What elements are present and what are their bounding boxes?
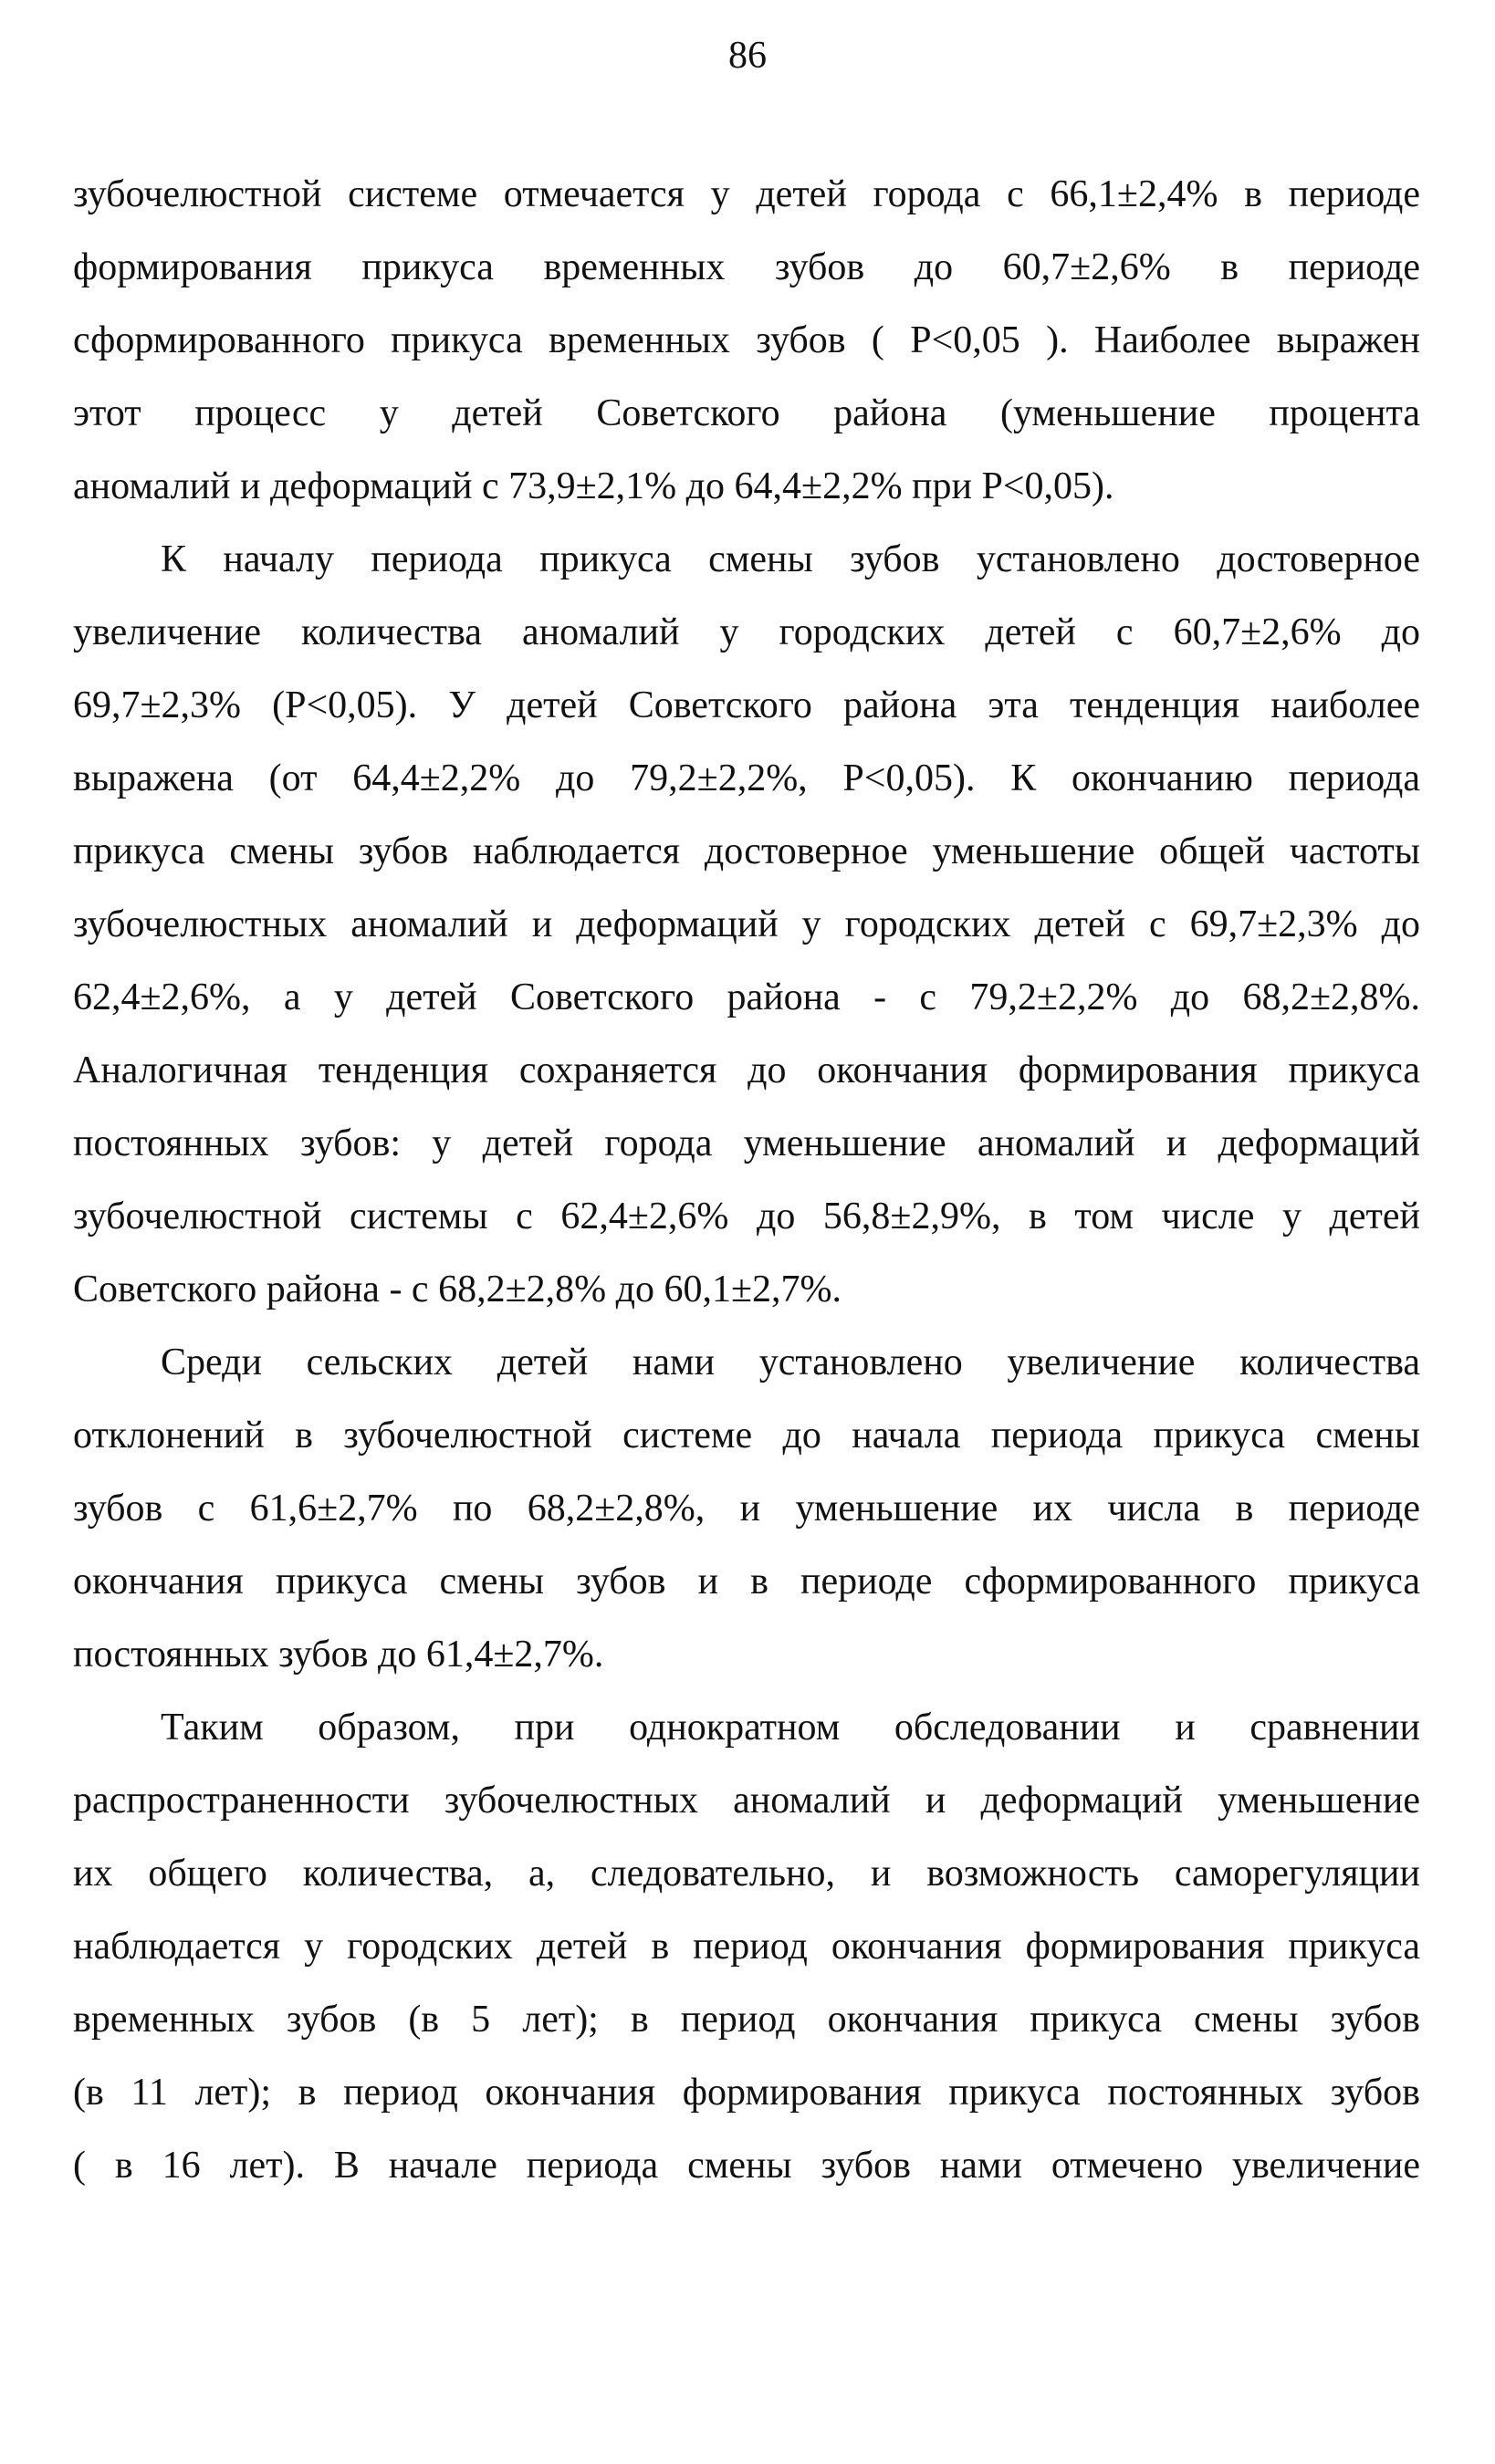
text-line: отклонений в зубочелюстной системе до начала периода прикуса смены [73, 1415, 1420, 1456]
text-line: их общего количества, а, следовательно, и возможность саморегуляции [73, 1853, 1420, 1895]
body-text [73, 158, 1420, 2202]
text-line: постоянных зубов: у детей города уменьшение аномалий и деформаций [73, 1122, 1420, 1164]
text-line: Среди сельских детей нами установлено увеличение количества [161, 1342, 1420, 1383]
text-line: 62,4±2,6%, а у детей Советского района - с 79,2±2,2% до 68,2±2,8%. [73, 976, 1420, 1018]
paragraph-4 [73, 1691, 1420, 2202]
page-number: 86 [728, 35, 767, 77]
text-line: окончания прикуса смены зубов и в периоде сформированного прикуса [73, 1561, 1420, 1603]
paragraph-3 [73, 1326, 1420, 1691]
text-line: К началу периода прикуса смены зубов установлено достоверное [161, 538, 1420, 580]
text-line: зубов с 61,6±2,7% по 68,2±2,8%, и уменьшение их числа в периоде [73, 1488, 1420, 1530]
text-line: распространенности зубочелюстных аномалий и деформаций уменьшение [73, 1780, 1420, 1822]
text-line: сформированного прикуса временных зубов ( Р<0,05 ). Наиболее выражен [73, 319, 1420, 361]
text-line: аномалий и деформаций с 73,9±2,1% до 64,4±2,2% при Р<0,05). [73, 465, 1114, 507]
text-line: наблюдается у городских детей в период окончания формирования прикуса [73, 1926, 1420, 1968]
text-line: ( в 16 лет). В начале периода смены зубов нами отмечено увеличение [73, 2145, 1420, 2187]
text-line: формирования прикуса временных зубов до 60,7±2,6% в периоде [73, 246, 1420, 288]
text-line: этот процесс у детей Советского района (уменьшение процента [73, 392, 1420, 434]
paragraph-1 [73, 158, 1420, 523]
text-line: зубочелюстной системе отмечается у детей города с 66,1±2,4% в периоде [73, 173, 1420, 215]
text-line: Таким образом, при однократном обследовании и сравнении [161, 1707, 1420, 1749]
text-line: Аналогичная тенденция сохраняется до окончания формирования прикуса [73, 1049, 1420, 1091]
text-line: выражена (от 64,4±2,2% до 79,2±2,2%, Р<0,05). К окончанию периода [73, 757, 1420, 799]
text-line: Советского района - с 68,2±2,8% до 60,1±2,7%. [73, 1269, 842, 1310]
text-line: постоянных зубов до 61,4±2,7%. [73, 1634, 604, 1676]
paragraph-2 [73, 523, 1420, 1326]
text-line: зубочелюстной системы с 62,4±2,6% до 56,8±2,9%, в том числе у детей [73, 1195, 1420, 1237]
text-line: увеличение количества аномалий у городских детей с 60,7±2,6% до [73, 611, 1420, 653]
text-line: прикуса смены зубов наблюдается достоверное уменьшение общей частоты [73, 830, 1420, 872]
text-line: 69,7±2,3% (Р<0,05). У детей Советского района эта тенденция наиболее [73, 684, 1420, 726]
text-line: (в 11 лет); в период окончания формирования прикуса постоянных зубов [73, 2072, 1420, 2114]
text-line: временных зубов (в 5 лет); в период окончания прикуса смены зубов [73, 1999, 1420, 2041]
text-line: зубочелюстных аномалий и деформаций у городских детей с 69,7±2,3% до [73, 903, 1420, 945]
